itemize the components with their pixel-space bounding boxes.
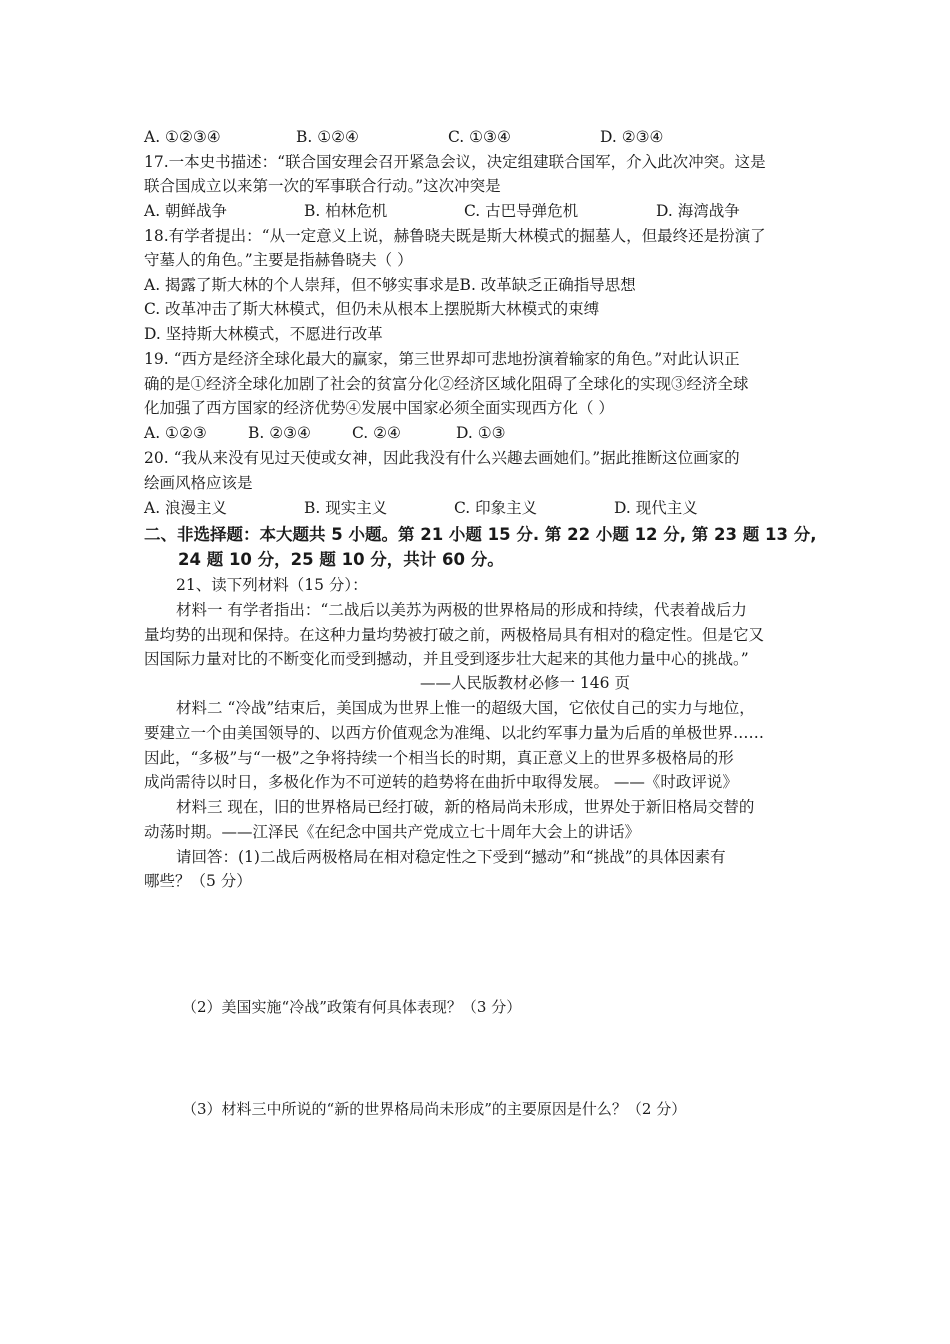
option-c: C. 印象主义 (454, 499, 538, 517)
q20-stem-line: 绘画风格应该是 (144, 474, 253, 492)
q17-options (144, 200, 814, 222)
material-1-line: 因国际力量对比的不断变化而受到撼动，并且受到逐步壮大起来的其他力量中心的挑战。” (144, 650, 749, 668)
material-2-line: 要建立一个由美国领导的、以西方价值观念为准绳、以北约军事力量为后盾的单极世界…… (144, 724, 765, 742)
material-1-line: 材料一 有学者指出：“二战后以美苏为两极的世界格局的形成和持续，代表着战后力 (176, 601, 747, 619)
material-2-line: 材料二 “冷战”结束后，美国成为世界上惟一的超级大国，它依仗自己的实力与地位， (176, 699, 755, 717)
material-3-line: 动荡时期。——江泽民《在纪念中国共产党成立七十周年大会上的讲话》 (144, 823, 641, 841)
q19-stem-line: 19. “西方是经济全球化最大的赢家，第三世界却可悲地扮演着输家的角色。”对此认识正 (144, 350, 740, 368)
option-c: C. ②④ (352, 424, 401, 442)
q17-stem-line: 联合国成立以来第一次的军事联合行动。”这次冲突是 (144, 177, 501, 195)
material-3-line: 材料三 现在，旧的世界格局已经打破，新的格局尚未形成，世界处于新旧格局交替的 (176, 798, 755, 816)
q18-stem-line: 守墓人的角色。”主要是指赫鲁晓夫（ ） (144, 251, 413, 269)
material-2-line: 因此，“多极”与“一极”之争将持续一个相当长的时期，真正意义上的世界多极格局的形 (144, 749, 734, 767)
option-b: B. ①②④ (296, 128, 359, 146)
material-1-line: 量均势的出现和保持。在这种力量均势被打破之前，两极格局具有相对的稳定性。但是它又 (144, 626, 765, 644)
option-a: A. ①②③ (144, 424, 207, 442)
q18-option-d: D. 坚持斯大林模式，不愿进行改革 (144, 325, 383, 343)
material-1-source: ——人民版教材必修一 146 页 (420, 674, 630, 692)
option-d: D. 海湾战争 (656, 202, 740, 220)
section-heading: 二、非选择题：本大题共 5 小题。第 21 小题 15 分. 第 22 小题 12 分, 第 23 题 13 分, (144, 525, 817, 544)
q18-option-ab: A. 揭露了斯大林的个人崇拜，但不够实事求是B. 改革缺乏正确指导思想 (144, 276, 636, 294)
q19-stem-line: 化加强了西方国家的经济优势④发展中国家必须全面实现西方化（ ） (144, 399, 614, 417)
q21-sub-question-3: （3）材料三中所说的“新的世界格局尚未形成”的主要原因是什么？（2 分） (182, 1100, 687, 1118)
q21-intro: 21、读下列材料（15 分）： (176, 576, 368, 594)
q19-options (144, 422, 814, 444)
section-heading-cont: 24 题 10 分，25 题 10 分，共计 60 分。 (178, 550, 504, 569)
q16-options (144, 126, 814, 148)
option-d: D. 现代主义 (614, 499, 698, 517)
option-b: B. ②③④ (248, 424, 311, 442)
q17-stem-line: 17.一本史书描述：“联合国安理会召开紧急会议，决定组建联合国军，介入此次冲突。这是 (144, 153, 766, 171)
q21-ask-line: 哪些？（5 分） (144, 872, 252, 890)
q18-stem-line: 18.有学者提出：“从一定意义上说，赫鲁晓夫既是斯大林模式的掘墓人，但最终还是扮演了 (144, 227, 766, 245)
option-a: A. 朝鲜战争 (144, 202, 228, 220)
option-c: C. ①③④ (448, 128, 511, 146)
material-2-line: 成尚需待以时日，多极化作为不可逆转的趋势将在曲折中取得发展。 ——《时政评说》 (144, 773, 738, 791)
q20-options (144, 497, 814, 519)
q18-option-c: C. 改革冲击了斯大林模式，但仍未从根本上摆脱斯大林模式的束缚 (144, 300, 600, 318)
q21-ask-line: 请回答：(1)二战后两极格局在相对稳定性之下受到“撼动”和“挑战”的具体因素有 (176, 848, 726, 866)
option-a: A. 浪漫主义 (144, 499, 228, 517)
q19-stem-line: 确的是①经济全球化加剧了社会的贫富分化②经济区域化阻碍了全球化的实现③经济全球 (144, 375, 749, 393)
q20-stem-line: 20. “我从来没有见过天使或女神，因此我没有什么兴趣去画她们。”据此推断这位画家的 (144, 449, 740, 467)
option-c: C. 古巴导弹危机 (464, 202, 579, 220)
option-b: B. 现实主义 (304, 499, 388, 517)
option-d: D. ①③ (456, 424, 506, 442)
option-b: B. 柏林危机 (304, 202, 388, 220)
option-d: D. ②③④ (600, 128, 664, 146)
q21-sub-question-2: （2）美国实施“冷战”政策有何具体表现？（3 分） (182, 998, 522, 1016)
option-a: A. ①②③④ (144, 128, 221, 146)
